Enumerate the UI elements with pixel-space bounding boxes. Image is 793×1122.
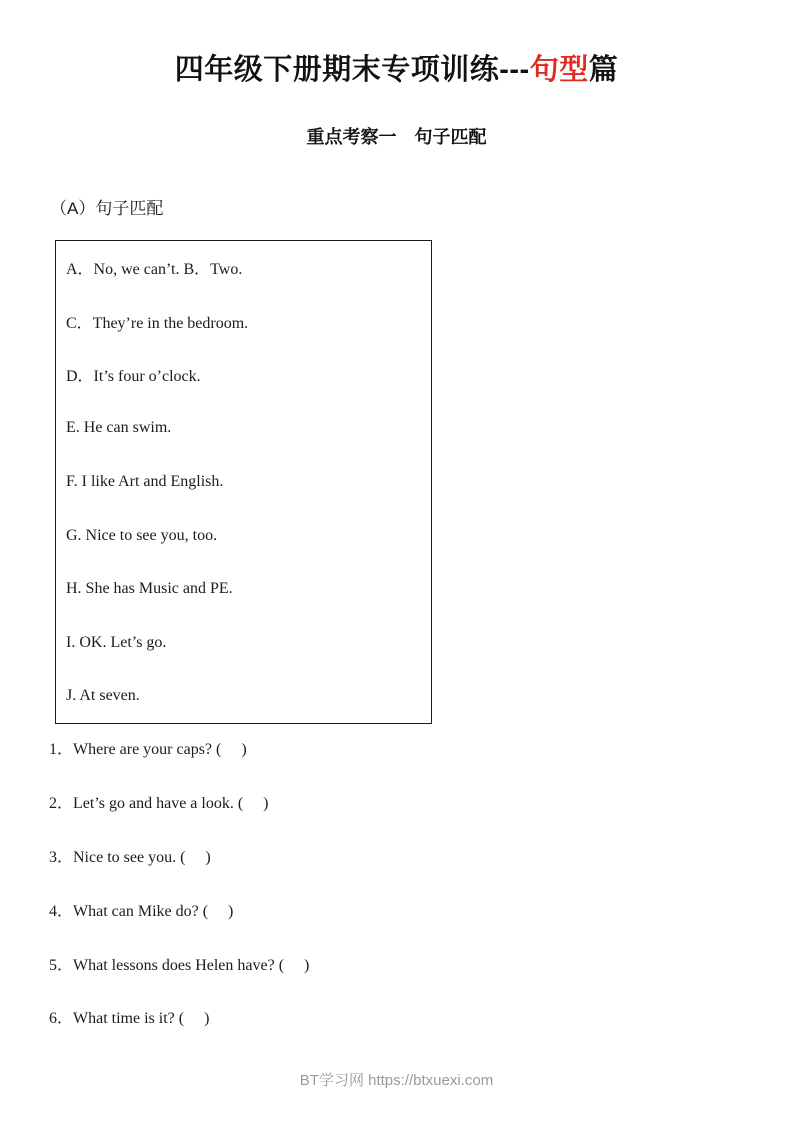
option-item-g: G. Nice to see you, too.	[66, 526, 218, 544]
title-text-post: 篇	[588, 54, 619, 86]
footer-watermark: BT学习网 https://btxuexi.com	[299, 1072, 494, 1089]
option-item-f: F. I like Art and English.	[66, 473, 224, 491]
option-item-c: C．They’re in the bedroom.	[66, 314, 249, 332]
title-text-pre: 四年级下册期末专项训练---	[174, 54, 530, 86]
option-item-d: D．It’s four o’clock.	[66, 368, 201, 386]
answer-options-box	[55, 240, 432, 724]
question-item-5: 5．What lessons does Helen have? ( )	[49, 956, 310, 974]
question-item-3: 3．Nice to see you. ( )	[49, 848, 211, 866]
question-item-6: 6．What time is it? ( )	[49, 1010, 210, 1028]
part-a-label: （A）句子匹配	[50, 199, 164, 218]
section-heading: 重点考察一 句子匹配	[306, 127, 487, 147]
option-item-e: E. He can swim.	[66, 419, 172, 437]
option-item-j: J. At seven.	[66, 687, 140, 705]
page-title	[0, 51, 793, 89]
question-item-2: 2．Let’s go and have a look. ( )	[49, 795, 269, 813]
option-item-a-b: A．No, we can’t. B．Two.	[66, 261, 243, 279]
option-item-h: H. She has Music and PE.	[66, 580, 233, 598]
title-highlight: 句型	[529, 54, 589, 86]
question-item-4: 4．What can Mike do? ( )	[49, 902, 234, 920]
option-item-i: I. OK. Let’s go.	[66, 633, 167, 651]
question-item-1: 1．Where are your caps? ( )	[49, 741, 247, 759]
question-list	[49, 721, 699, 1044]
